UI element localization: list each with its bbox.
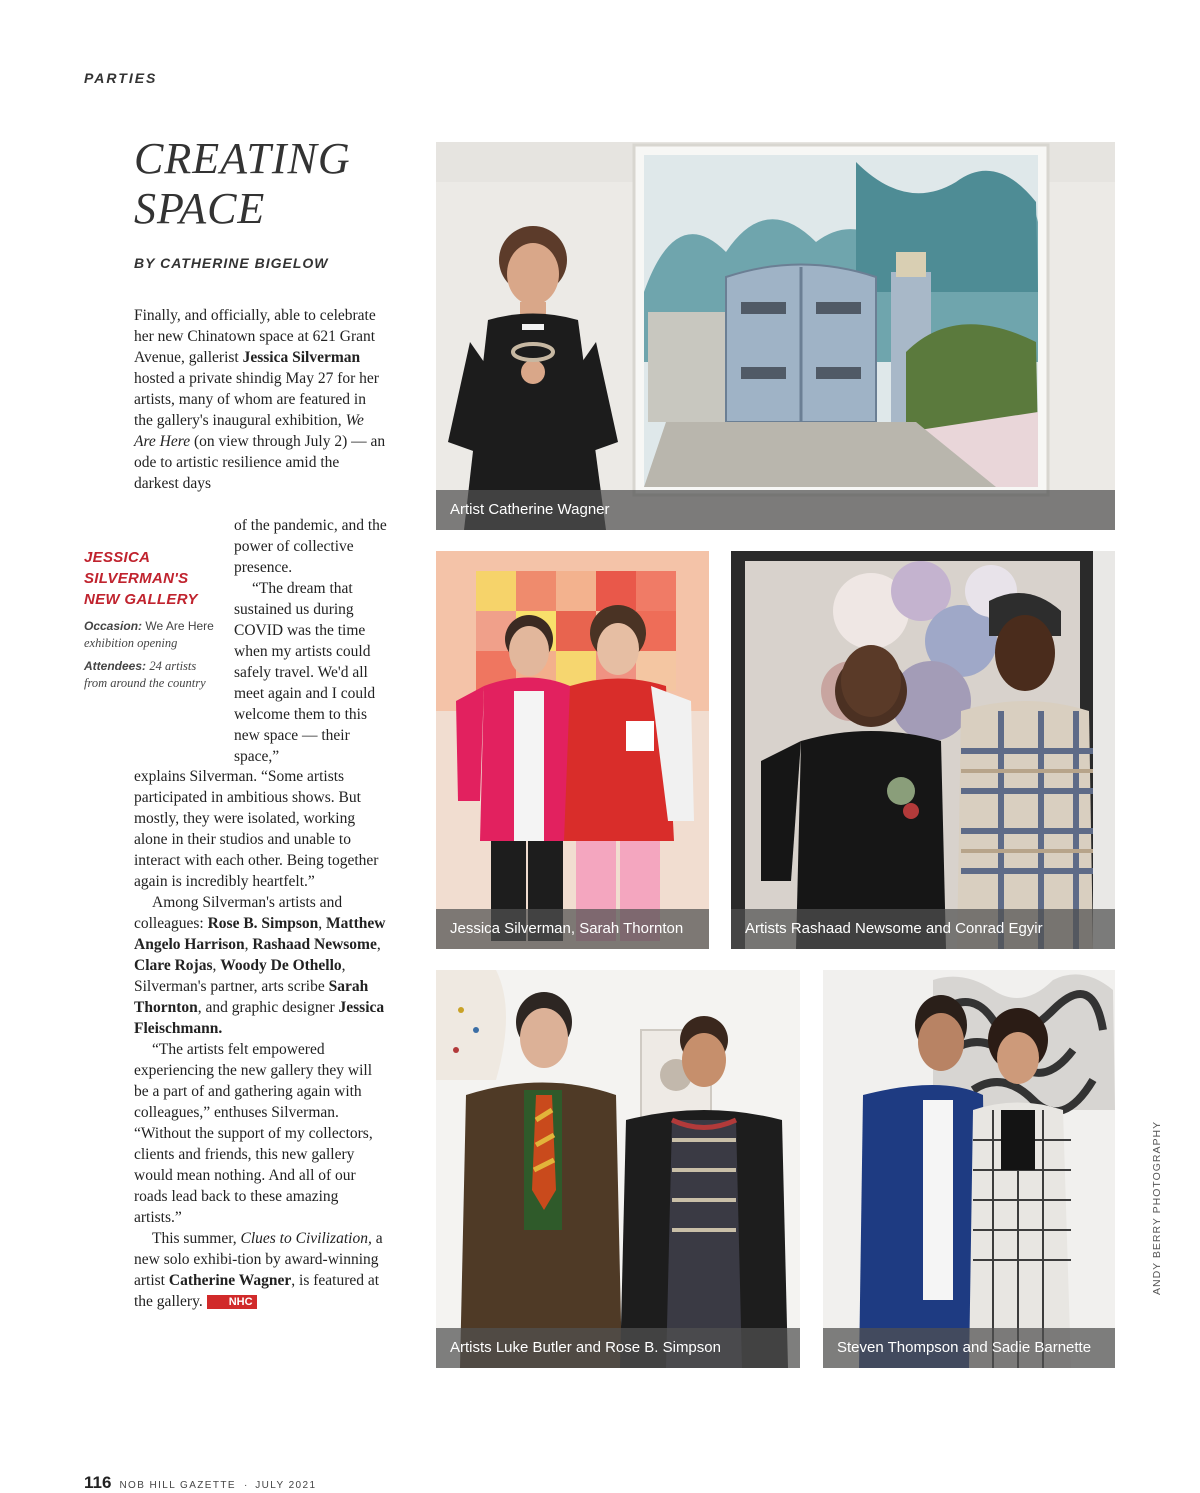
person-name: Sarah Thornton <box>134 978 369 1016</box>
article-quote: “The dream that sustained us during COVID was the time when my artists could safely travel. We'd all meet again and I could welcome them to this new space — their space,” <box>234 580 376 765</box>
photo-newsome-egyir <box>731 551 1115 949</box>
article-text: , <box>376 936 381 953</box>
photo-caption: Artists Luke Butler and Rose B. Simpson <box>436 1328 800 1368</box>
article-closing-paragraph <box>134 1228 390 1312</box>
person-name: Jessica Fleischmann. <box>134 999 385 1037</box>
exhibition-title: Clues to Civilization, <box>240 1230 372 1247</box>
article-text: (on view through July 2) — an ode to artistic resilience amid the darkest days <box>134 433 386 492</box>
person-name: Woody De Othello <box>220 957 342 974</box>
article-text: , is featured at the gallery. <box>134 1272 380 1310</box>
article-quote: explains Silverman. “Some artists participated in ambitious shows. But mostly, they were isolated, working alone in their studios and unable to interact with each other. Being together again is incredibly heartfelt.” <box>134 768 379 890</box>
issue-date: JULY 2021 <box>255 1480 317 1491</box>
person-name: Rashaad Newsome <box>252 936 377 953</box>
section-label: PARTIES <box>84 70 158 86</box>
article-text: , <box>318 915 327 932</box>
photo-illustration <box>436 551 709 949</box>
person-name: Jessica Silverman <box>242 349 361 366</box>
photo-illustration <box>731 551 1115 949</box>
person-name: Clare Rojas <box>134 957 213 974</box>
photo-credit: ANDY BERRY PHOTOGRAPHY <box>1151 1120 1163 1295</box>
person-name: Rose B. Simpson <box>207 915 319 932</box>
photo-caption: Jessica Silverman, Sarah Thornton <box>436 909 709 949</box>
exhibition-title: We Are Here <box>134 412 364 450</box>
occasion-info <box>84 618 216 652</box>
photo-catherine-wagner <box>436 142 1115 530</box>
article-text: , <box>244 936 253 953</box>
photo-illustration <box>436 142 1115 530</box>
article-body-bottom <box>134 766 390 1312</box>
article-quote: “The artists felt empowered experiencing the new gallery they will be a part of and gathering again with colleagues,” enthuses Silverman. “Without the support of my collectors, clients and friends, this new gallery would mean nothing. And all of our roads lead back to these amazing artists.” <box>134 1041 373 1226</box>
occasion-value: We Are Here <box>145 619 214 633</box>
photo-caption: Artist Catherine Wagner <box>436 490 1115 530</box>
publication-name: NOB HILL GAZETTE <box>119 1480 236 1491</box>
person-name: Matthew Angelo Harrison <box>134 915 386 953</box>
photo-silverman-thornton <box>436 551 709 949</box>
occasion-label: Occasion: <box>84 619 143 633</box>
article-text: , Silverman's partner, arts scribe <box>134 957 346 995</box>
end-mark-logo: NHC <box>207 1295 257 1309</box>
attendees-info <box>84 658 216 692</box>
article-body-narrow <box>234 515 389 767</box>
photo-caption: Steven Thompson and Sadie Barnette <box>823 1328 1115 1368</box>
person-name: Catherine Wagner <box>168 1272 292 1289</box>
article-text: Among Silverman's artists and colleagues: <box>134 894 343 932</box>
article-text: hosted a private shindig May 27 for her artists, many of whom are featured in the gallery's inaugural exhibition, <box>134 370 379 429</box>
article-body-top <box>134 305 386 494</box>
article-attendees-paragraph <box>134 892 390 1039</box>
article-text: a new solo exhibi-tion by award-winning artist <box>134 1230 383 1289</box>
attendees-label: Attendees: <box>84 659 147 673</box>
photo-illustration <box>436 970 800 1368</box>
photo-butler-simpson <box>436 970 800 1368</box>
byline: BY CATHERINE BIGELOW <box>134 255 329 271</box>
occasion-value-detail: exhibition opening <box>84 636 178 650</box>
photo-caption: Artists Rashaad Newsome and Conrad Egyir <box>731 909 1115 949</box>
footer-separator: · <box>243 1480 248 1491</box>
article-text: , and graphic designer <box>197 999 339 1016</box>
sidebar-title: JESSICA SILVERMAN'S NEW GALLERY <box>84 549 198 608</box>
article-text: Finally, and officially, able to celebrate her new Chinatown space at 621 Grant Avenue, gallerist <box>134 307 376 366</box>
article-text: of the pandemic, and the power of collective presence. <box>234 517 387 576</box>
attendees-value: 24 artists from around the country <box>84 659 206 690</box>
page-number: 116 <box>84 1473 112 1492</box>
photo-illustration <box>823 970 1115 1368</box>
article-text: , <box>212 957 221 974</box>
photo-thompson-barnette <box>823 970 1115 1368</box>
page-footer <box>84 1473 316 1493</box>
event-info-sidebar <box>84 547 216 698</box>
article-text: This summer, <box>152 1230 241 1247</box>
headline: CREATING SPACE <box>134 134 351 233</box>
